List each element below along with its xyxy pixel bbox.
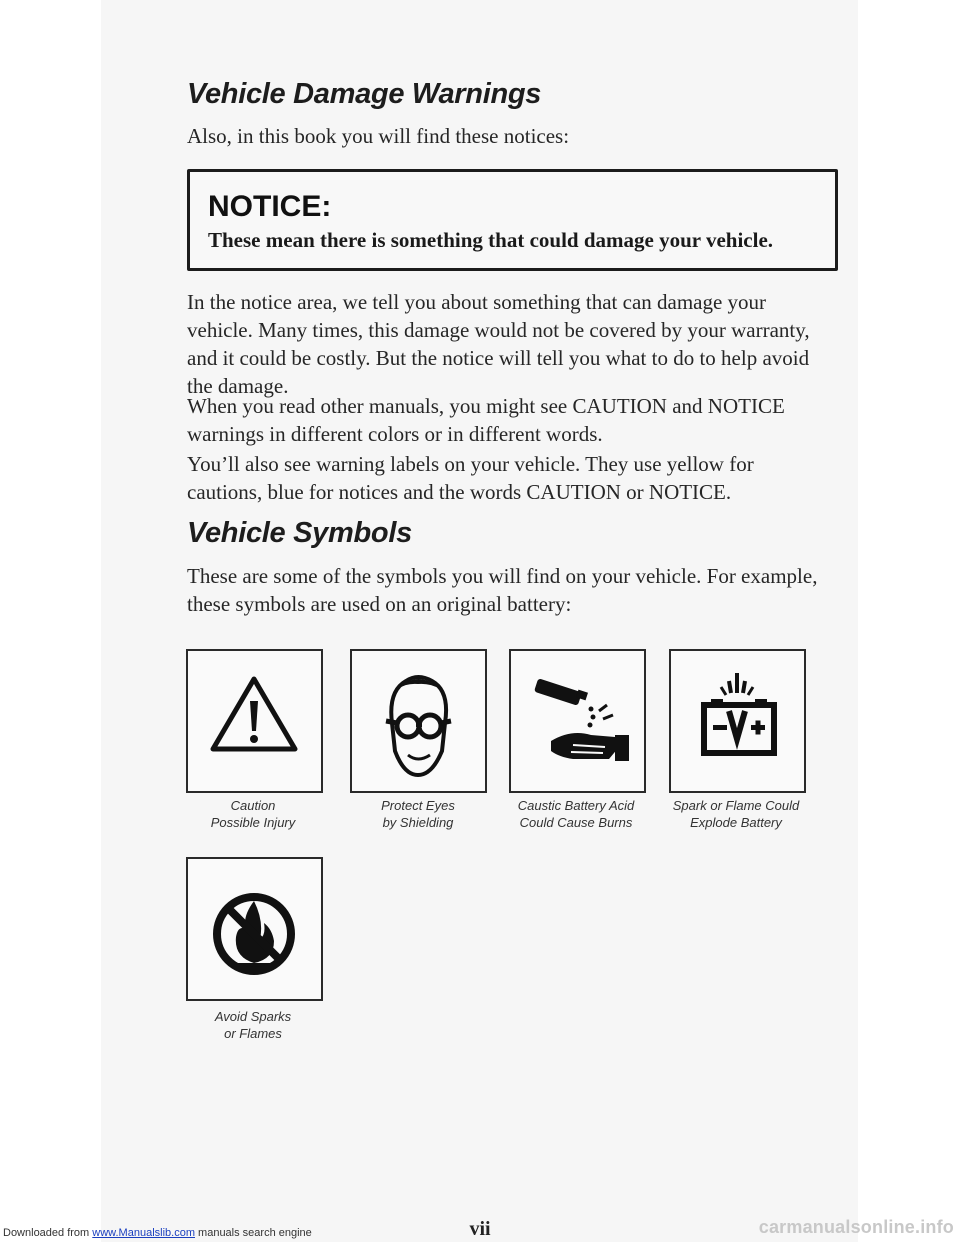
- protect-eyes-symbol-box: [350, 649, 487, 793]
- footer-prefix: Downloaded from: [3, 1227, 93, 1239]
- protect-eyes-caption: Protect Eyes by Shielding: [381, 798, 455, 830]
- caustic-acid-icon: [511, 651, 644, 791]
- notice-box: [187, 169, 838, 271]
- page-number: vii: [469, 1218, 491, 1240]
- protect-eyes-icon: [352, 651, 485, 791]
- other-manuals-paragraph: When you read other manuals, you might see CAUTION and NOTICE warnings in different colors or in different words.: [187, 394, 785, 446]
- caution-triangle-icon: [188, 651, 321, 791]
- warning-labels-paragraph: You’ll also see warning labels on your vehicle. They use yellow for cautions, blue for notices and the words CAUTION or NOTICE.: [187, 452, 754, 504]
- manualslib-link[interactable]: www.Manualslib.com: [92, 1227, 195, 1239]
- download-footer: [3, 1227, 312, 1239]
- section-heading-damage-warnings: Vehicle Damage Warnings: [187, 78, 542, 110]
- watermark: carmanualsonline.info: [758, 1217, 954, 1237]
- section-heading-vehicle-symbols: Vehicle Symbols: [187, 517, 412, 549]
- symbols-intro-paragraph: These are some of the symbols you will find on your vehicle. For example, these symbols are used on an original battery:: [187, 564, 818, 616]
- caustic-acid-caption: Caustic Battery Acid Could Cause Burns: [517, 798, 635, 830]
- battery-spark-caption: Spark or Flame Could Explode Battery: [672, 798, 800, 830]
- caution-symbol-box: [186, 649, 323, 793]
- notice-explanation-paragraph: In the notice area, we tell you about something that can damage your vehicle. Many times, this damage would not be covered by your warranty, and it could be costly. But the notice will tell you what to do to help avoid the damage.: [187, 290, 810, 398]
- caution-caption: Caution Possible Injury: [210, 798, 296, 830]
- battery-spark-icon: [671, 651, 804, 791]
- no-flame-icon: [188, 859, 321, 999]
- no-flame-caption: Avoid Sparks or Flames: [214, 1009, 292, 1041]
- caustic-acid-symbol-box: [509, 649, 646, 793]
- no-flame-symbol-box: [186, 857, 323, 1001]
- footer-suffix: manuals search engine: [194, 1227, 312, 1239]
- intro-paragraph: Also, in this book you will find these notices:: [187, 124, 570, 148]
- notice-text: These mean there is something that could damage your vehicle.: [208, 228, 774, 252]
- battery-spark-symbol-box: [669, 649, 806, 793]
- notice-title: NOTICE:: [208, 190, 332, 223]
